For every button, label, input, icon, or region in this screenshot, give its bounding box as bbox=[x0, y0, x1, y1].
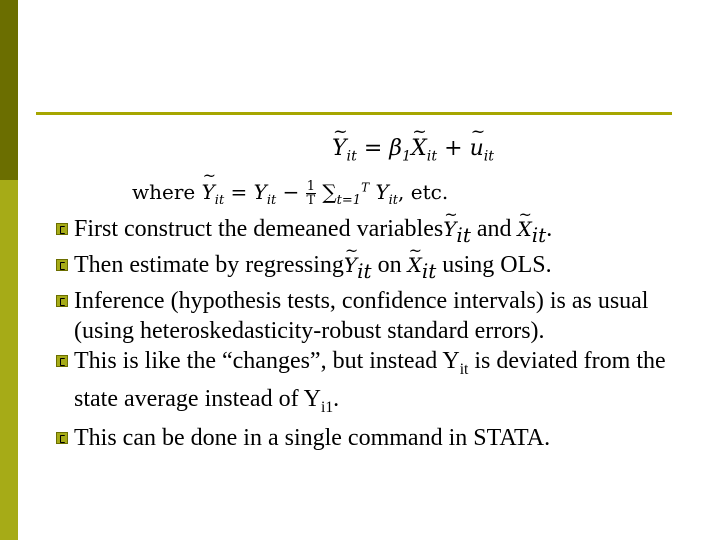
where-equation: where ~ $Y_{it} = Y_{it}$ − $\frac{1}{T}$ $\sum_{t=1}^T$ $Y_{it}$, etc. bbox=[132, 180, 448, 208]
bullet-list bbox=[56, 214, 706, 453]
sidebar-dark bbox=[0, 0, 18, 180]
bullet-2: Then estimate by regressing~ $Y_{it}$ on ~ $X_{it}$ using OLS. bbox=[56, 250, 706, 286]
main-equation: ~ $Y_{it}$ = $\beta_1\sim$ $X_{it}$ + ~ $u_{it}$ bbox=[332, 136, 494, 164]
title-divider bbox=[36, 112, 672, 115]
sidebar-light bbox=[0, 180, 18, 540]
bullet-5: This can be done in a single command in STATA. bbox=[56, 423, 706, 453]
bullet-1: First construct the demeaned variables~ $Y_{it}$ and ~ $X_{it}$. bbox=[56, 214, 706, 250]
bullet-marker-icon bbox=[56, 295, 68, 307]
bullet-marker-icon bbox=[56, 259, 68, 271]
bullet-3: Inference (hypothesis tests, confidence intervals) is as usual (using heteroskedasticity-robust standard errors). bbox=[56, 286, 706, 346]
bullet-4: This is like the “changes”, but instead $Y_{it}$ is deviated from the state average instead of $Y_{i1}$. bbox=[56, 346, 706, 424]
bullet-marker-icon bbox=[56, 223, 68, 235]
fraction: $\frac{1}{T}$ bbox=[306, 179, 316, 208]
bullet-marker-icon bbox=[56, 355, 68, 367]
bullet-marker-icon bbox=[56, 432, 68, 444]
